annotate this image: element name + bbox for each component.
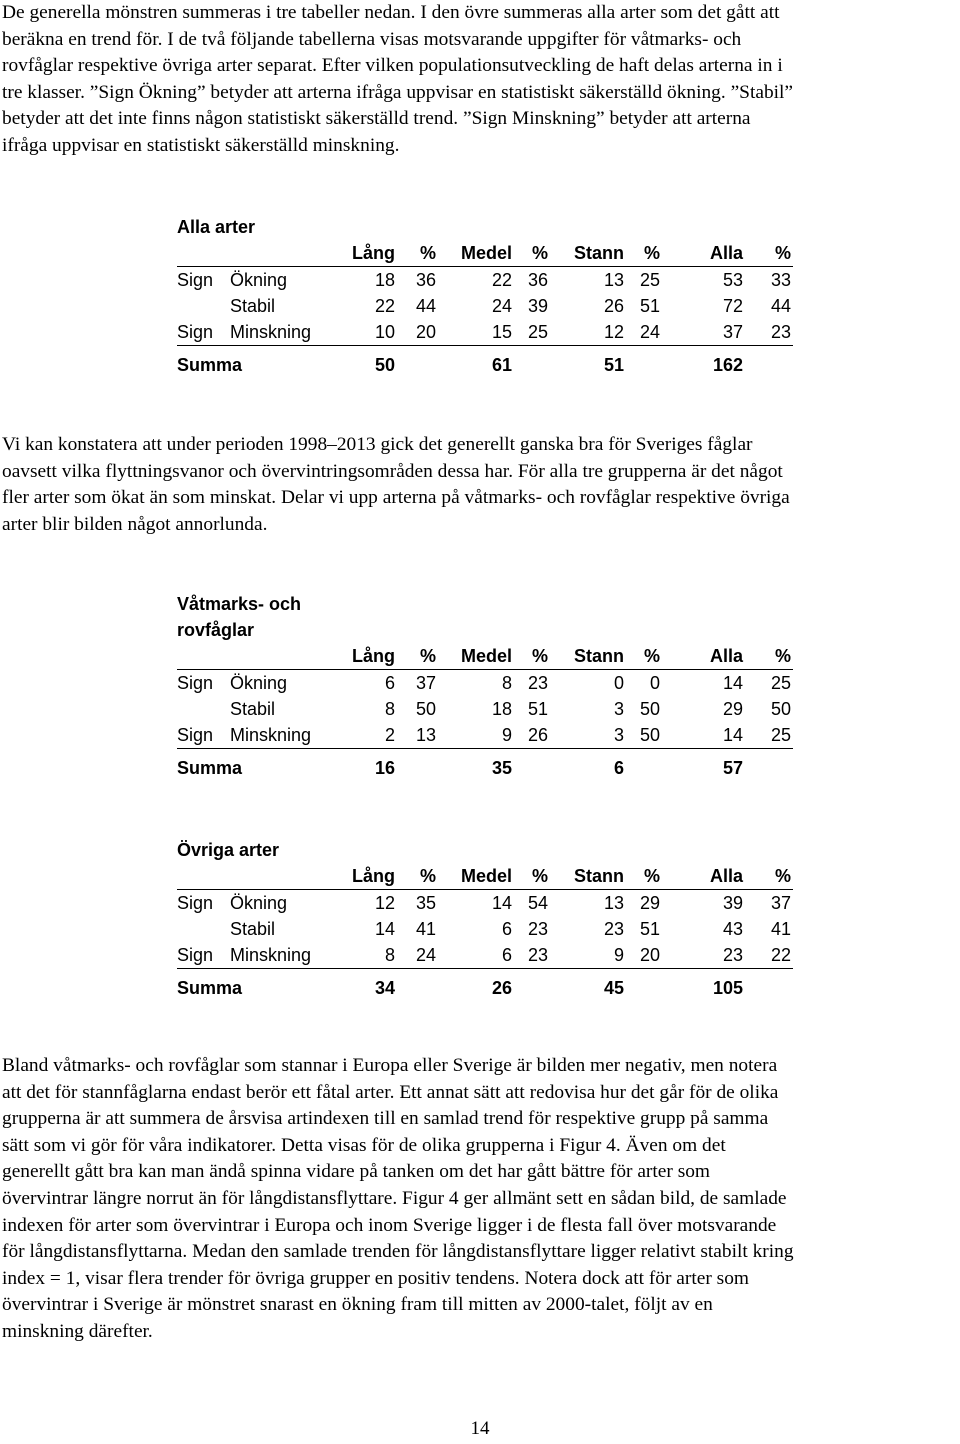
table-cell: 41 <box>770 919 791 939</box>
row-label: Ökning <box>230 893 288 913</box>
table-cell: 24 <box>491 296 512 316</box>
header-row <box>177 643 793 670</box>
paragraph-line: indexen för arter som övervintrar i Europa och inom Sverige ligger i de flesta fall över motsvarande <box>2 1214 777 1236</box>
table-cell: 25 <box>512 319 548 346</box>
table-cell: 0 <box>649 673 660 693</box>
table-cell: 8 <box>384 699 395 719</box>
table-cell: 0 <box>613 673 624 693</box>
table-cell: 44 <box>770 296 791 316</box>
sum-blank <box>743 749 793 788</box>
table-cell: 50 <box>624 722 660 749</box>
table-cell: 14 <box>660 722 743 749</box>
sum-cell: 105 <box>712 978 743 998</box>
intro-paragraph <box>2 0 958 160</box>
table-cell: 53 <box>722 270 743 290</box>
sum-cell: 57 <box>722 758 743 778</box>
table-cell: 23 <box>743 319 793 346</box>
table-cell: 9 <box>548 942 624 969</box>
row-sign: Sign <box>177 673 214 693</box>
sum-label: Summa <box>177 758 243 778</box>
table-cell: 35 <box>415 893 436 913</box>
table-cell: 13 <box>603 893 624 913</box>
table-cell: 23 <box>603 919 624 939</box>
header-blank <box>230 863 340 890</box>
paragraph-line: Vi kan konstatera att under perioden 1998–2013 gick det generellt ganska bra för Sveriges fåglar <box>2 434 753 455</box>
sum-blank <box>395 749 436 788</box>
row-sign: Sign <box>177 893 214 913</box>
paragraph-line: arter blir bilden något annorlunda. <box>2 513 268 535</box>
paragraph-line: generellt gått bra kan man ändå spinna vidare på tanken om det har gått bättre för arter som <box>2 1161 711 1183</box>
column-header: Medel <box>436 643 512 670</box>
table-cell: 3 <box>613 699 624 719</box>
table-row <box>177 293 793 319</box>
table-alla-arter <box>177 214 793 384</box>
sum-cell: 61 <box>491 355 512 375</box>
column-header: Alla <box>660 240 743 267</box>
table-cell: 23 <box>512 942 548 969</box>
row-label: Ökning <box>230 673 288 693</box>
sum-blank <box>512 346 548 385</box>
table-cell: 20 <box>395 319 436 346</box>
table-row <box>177 942 793 969</box>
table-cell: 54 <box>527 893 548 913</box>
sum-cell: 51 <box>603 355 624 375</box>
column-header: % <box>624 240 660 267</box>
table-row <box>177 267 793 294</box>
column-header: % <box>624 643 660 670</box>
paragraph-line: övervintrar längre norrut än för långdistansflyttare. Figur 4 ger allmänt sett en sådan bild, de samlade <box>2 1187 787 1209</box>
sum-row <box>177 346 793 385</box>
table-cell: 2 <box>340 722 395 749</box>
sum-blank <box>743 346 793 385</box>
data-table <box>177 240 793 384</box>
paragraph-line: ifråga uppvisar en statistiskt säkerställd minskning. <box>2 134 400 156</box>
table-row <box>177 696 793 722</box>
header-blank <box>177 863 230 890</box>
table-cell: 22 <box>743 942 793 969</box>
table-cell: 3 <box>548 722 624 749</box>
row-sign: Sign <box>177 319 230 346</box>
sum-row <box>177 969 793 1008</box>
column-header: % <box>512 240 548 267</box>
table-cell: 6 <box>501 919 512 939</box>
data-table <box>177 863 793 1007</box>
closing-paragraph <box>2 1053 958 1346</box>
column-header: Alla <box>660 643 743 670</box>
sum-blank <box>743 969 793 1008</box>
table-row <box>177 916 793 942</box>
column-header: Lång <box>340 240 395 267</box>
row-label: Stabil <box>230 919 276 939</box>
table-cell: 41 <box>415 919 436 939</box>
sum-cell: 162 <box>712 355 743 375</box>
paragraph-line: betyder att det inte finns någon statistiskt säkerställd trend. ”Sign Minskning” betyder att arterna <box>2 108 751 130</box>
table-cell: 50 <box>770 699 791 719</box>
table-cell: 50 <box>639 699 660 719</box>
table-cell: 37 <box>770 893 791 913</box>
table-ovriga-arter <box>177 837 793 1007</box>
table-cell: 13 <box>395 722 436 749</box>
column-header: % <box>743 240 793 267</box>
column-header: Medel <box>436 863 512 890</box>
table-cell: 51 <box>639 296 660 316</box>
header-blank <box>230 240 340 267</box>
table-cell: 72 <box>722 296 743 316</box>
column-header: Stann <box>548 643 624 670</box>
table-cell: 14 <box>374 919 395 939</box>
sum-cell: 34 <box>374 978 395 998</box>
column-header: % <box>395 863 436 890</box>
table-cell: 33 <box>770 270 791 290</box>
header-row <box>177 240 793 267</box>
table-cell: 15 <box>436 319 512 346</box>
table-row <box>177 670 793 697</box>
table-cell: 36 <box>415 270 436 290</box>
table-vatmarks-rovfaglar <box>177 591 793 787</box>
column-header: % <box>395 240 436 267</box>
paragraph-line: övervintrar i Sverige är mönstret snarast en ökning fram till mitten av 2000-talet, följt av en <box>2 1294 713 1316</box>
table-cell: 29 <box>639 893 660 913</box>
table-cell: 22 <box>374 296 395 316</box>
data-table <box>177 643 793 787</box>
table-cell: 6 <box>436 942 512 969</box>
column-header: Stann <box>548 240 624 267</box>
paragraph-line: De generella mönstren summeras i tre tabeller nedan. I den övre summeras alla arter som det gått att <box>2 2 780 23</box>
table-cell: 24 <box>624 319 660 346</box>
table-cell: 10 <box>340 319 395 346</box>
table-cell: 22 <box>491 270 512 290</box>
table-cell: 36 <box>527 270 548 290</box>
header-blank <box>177 240 230 267</box>
table-cell: 23 <box>527 919 548 939</box>
table-cell: 9 <box>436 722 512 749</box>
row-sign <box>177 916 230 942</box>
table-cell: 14 <box>722 673 743 693</box>
table-cell: 23 <box>660 942 743 969</box>
table-cell: 26 <box>512 722 548 749</box>
sum-blank <box>512 969 548 1008</box>
sum-blank <box>624 346 660 385</box>
paragraph-line: oavsett vilka flyttningsvanor och övervintringsområden dessa har. För alla tre grupperna är det något <box>2 460 783 482</box>
row-label: Ökning <box>230 270 288 290</box>
sum-label: Summa <box>177 355 243 375</box>
table-cell: 23 <box>527 673 548 693</box>
sum-cell: 6 <box>613 758 624 778</box>
sum-row <box>177 749 793 788</box>
table-cell: 25 <box>770 673 791 693</box>
sum-blank <box>512 749 548 788</box>
sum-cell: 50 <box>374 355 395 375</box>
table-cell: 12 <box>374 893 395 913</box>
column-header: Medel <box>436 240 512 267</box>
sum-blank <box>395 346 436 385</box>
paragraph-line: index = 1, visar flera trender för övriga grupper en positiv tendens. Notera dock att för arter som <box>2 1267 749 1289</box>
row-label: Stabil <box>230 296 276 316</box>
column-header: % <box>743 863 793 890</box>
paragraph-line: minskning därefter. <box>2 1320 153 1342</box>
paragraph-line: fler arter som ökat än som minskat. Delar vi upp arterna på våtmarks- och rovfåglar respektive övriga <box>2 487 790 509</box>
table-title: Övriga arter <box>177 840 280 860</box>
table-cell: 43 <box>722 919 743 939</box>
sum-blank <box>624 749 660 788</box>
column-header: Lång <box>340 863 395 890</box>
header-blank <box>230 643 340 670</box>
paragraph-line: beräkna en trend för. I de två följande tabellerna visas motsvarande uppgifter för våtmarks- och <box>2 28 742 50</box>
table-cell: 44 <box>415 296 436 316</box>
column-header: Lång <box>340 643 395 670</box>
table-cell: 18 <box>491 699 512 719</box>
table-cell: 24 <box>395 942 436 969</box>
header-row <box>177 863 793 890</box>
table-cell: 18 <box>374 270 395 290</box>
row-label: Minskning <box>230 722 340 749</box>
table-cell: 39 <box>722 893 743 913</box>
sum-cell: 26 <box>491 978 512 998</box>
table-cell: 39 <box>527 296 548 316</box>
table-row <box>177 319 793 346</box>
table-row <box>177 890 793 917</box>
row-label: Minskning <box>230 942 340 969</box>
table-cell: 29 <box>722 699 743 719</box>
table-title: Alla arter <box>177 217 256 237</box>
column-header: Stann <box>548 863 624 890</box>
sum-blank <box>395 969 436 1008</box>
paragraph-line: att det för stannfåglarna endast berör ett fåtal arter. Ett annat sätt att redovisa hur det går för de olika <box>2 1081 779 1103</box>
sum-blank <box>624 969 660 1008</box>
table-cell: 8 <box>501 673 512 693</box>
sum-label: Summa <box>177 978 243 998</box>
table-cell: 12 <box>548 319 624 346</box>
table-cell: 37 <box>660 319 743 346</box>
row-label: Stabil <box>230 699 276 719</box>
table-cell: 14 <box>491 893 512 913</box>
paragraph-line: grupperna är att summera de årsvisa artindexen till en samlad trend för respektive grupp på samma <box>2 1108 769 1130</box>
table-cell: 50 <box>415 699 436 719</box>
column-header: % <box>395 643 436 670</box>
paragraph-line: sätt som vi gör för våra indikatorer. Detta visas för de olika grupperna i Figur 4. Även om det <box>2 1134 726 1156</box>
table-cell: 13 <box>603 270 624 290</box>
row-sign <box>177 696 230 722</box>
paragraph-line: Bland våtmarks- och rovfåglar som stannar i Europa eller Sverige är bilden mer negativ, men notera <box>2 1055 778 1076</box>
table-cell: 25 <box>743 722 793 749</box>
column-header: % <box>512 643 548 670</box>
row-sign: Sign <box>177 270 214 290</box>
table-cell: 25 <box>639 270 660 290</box>
column-header: % <box>624 863 660 890</box>
sum-cell: 35 <box>491 758 512 778</box>
table-cell: 51 <box>527 699 548 719</box>
column-header: Alla <box>660 863 743 890</box>
row-sign <box>177 293 230 319</box>
row-sign: Sign <box>177 722 230 749</box>
column-header: % <box>512 863 548 890</box>
middle-paragraph <box>2 432 958 538</box>
column-header: % <box>743 643 793 670</box>
table-cell: 26 <box>603 296 624 316</box>
sum-cell: 45 <box>603 978 624 998</box>
paragraph-line: för långdistansflyttarna. Medan den samlade trenden för långdistansflyttare ligger relativt stabilt kring <box>2 1241 794 1263</box>
table-row <box>177 722 793 749</box>
row-label: Minskning <box>230 319 340 346</box>
header-blank <box>177 643 230 670</box>
table-cell: 51 <box>639 919 660 939</box>
sum-cell: 16 <box>374 758 395 778</box>
table-cell: 20 <box>624 942 660 969</box>
table-cell: 8 <box>340 942 395 969</box>
table-title: rovfåglar <box>177 620 255 640</box>
row-sign: Sign <box>177 942 230 969</box>
paragraph-line: tre klasser. ”Sign Ökning” betyder att arterna ifråga uppvisar en statistiskt säkerställd ökning. ”Stabil” <box>2 81 794 103</box>
table-cell: 6 <box>384 673 395 693</box>
table-cell: 37 <box>415 673 436 693</box>
paragraph-line: rovfåglar respektive övriga arter separat. Efter vilken populationsutveckling de haft delas arterna in i <box>2 55 783 77</box>
table-title: Våtmarks- och <box>177 594 302 614</box>
page-number: 14 <box>470 1418 490 1439</box>
